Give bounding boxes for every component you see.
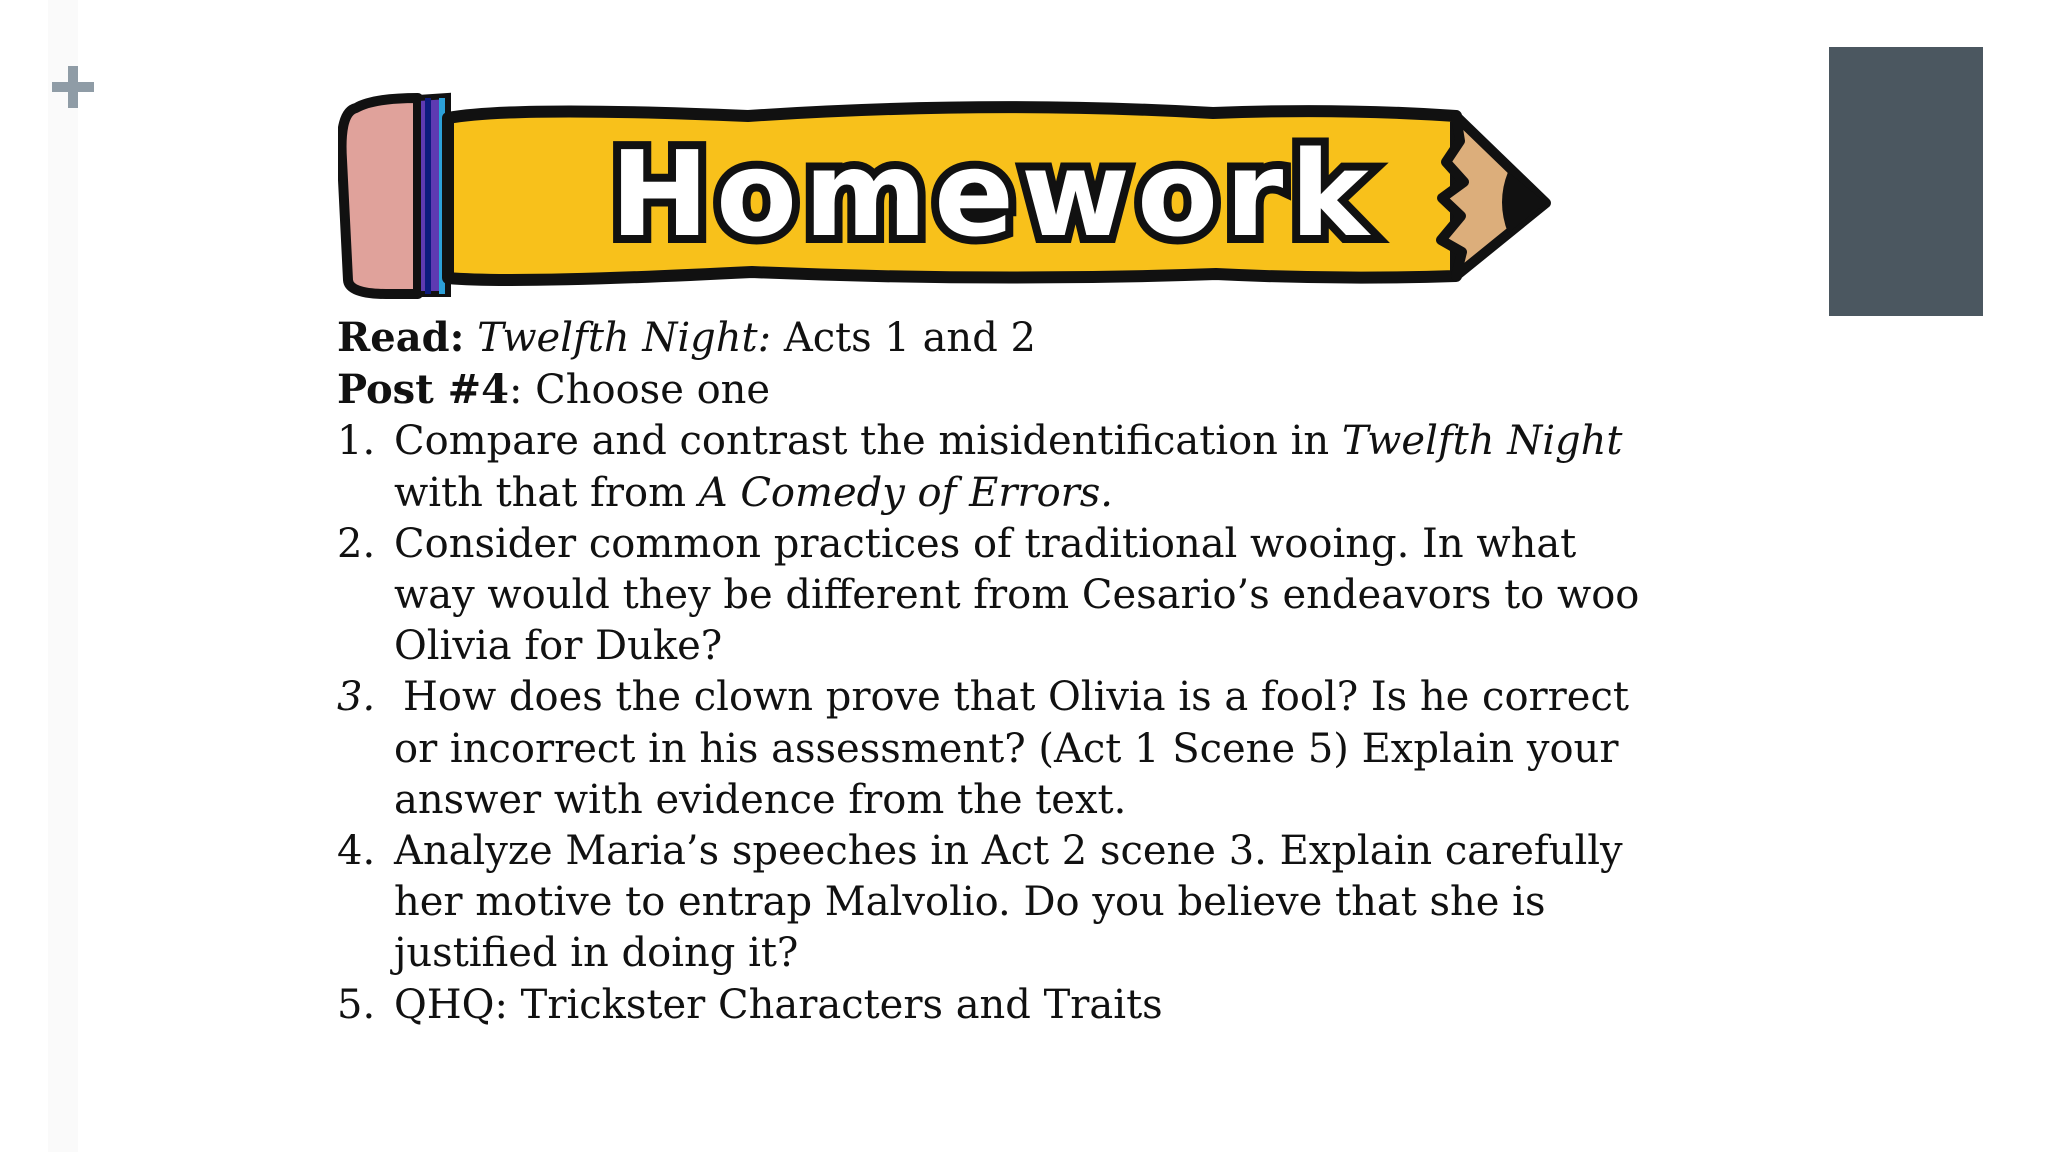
question-number-3: 3.: [337, 674, 376, 721]
question-list: [337, 416, 1647, 1030]
question-4-text: Analyze Maria’s speeches in Act 2 scene 3. Explain carefully her motive to entrap Malvolio. Do you believe that she is justified in doing it?: [394, 828, 1623, 977]
plus-icon: [52, 66, 94, 108]
read-book: Twelfth Night:: [477, 315, 772, 361]
question-item-4: [337, 826, 1647, 980]
post-label: Post #4: [337, 366, 509, 414]
question-number-4: 4.: [337, 828, 376, 875]
post-line: [337, 364, 1647, 416]
question-3-text: How does the clown prove that Olivia is a fool? Is he correct or incorrect in his assessment? (Act 1 Scene 5) Explain your answer with evidence from the text.: [394, 674, 1629, 823]
question-item-3: [337, 672, 1647, 826]
question-1-part-1: Compare and contrast the misidentification in: [394, 418, 1342, 465]
post-rest: : Choose one: [508, 367, 771, 414]
question-1-italic-1: Twelfth Night: [1341, 418, 1623, 465]
question-5-text: QHQ: Trickster Characters and Traits: [394, 981, 1163, 1028]
question-2-text: Consider common practices of traditional wooing. In what way would they be different from Cesario’s endeavors to woo Olivia for Duke?: [394, 520, 1640, 670]
read-rest: Acts 1 and 2: [783, 315, 1036, 361]
question-1-italic-2: A Comedy of Errors.: [698, 469, 1114, 516]
corner-accent-block: [1829, 47, 1983, 316]
question-item-5: [337, 980, 1647, 1031]
homework-content: [337, 312, 1647, 1031]
left-margin-strip: [48, 0, 78, 1152]
read-line: [337, 312, 1647, 364]
read-label: Read:: [337, 314, 465, 361]
question-item-2: [337, 519, 1647, 673]
homework-banner-text: Homework: [610, 125, 1376, 263]
question-item-1: [337, 416, 1647, 518]
question-number-5: 5.: [337, 981, 376, 1028]
question-1-part-2: with that from: [394, 469, 699, 516]
question-number-1: 1.: [337, 418, 376, 465]
pencil-homework-icon: [338, 90, 1556, 300]
question-number-2: 2.: [337, 520, 376, 567]
